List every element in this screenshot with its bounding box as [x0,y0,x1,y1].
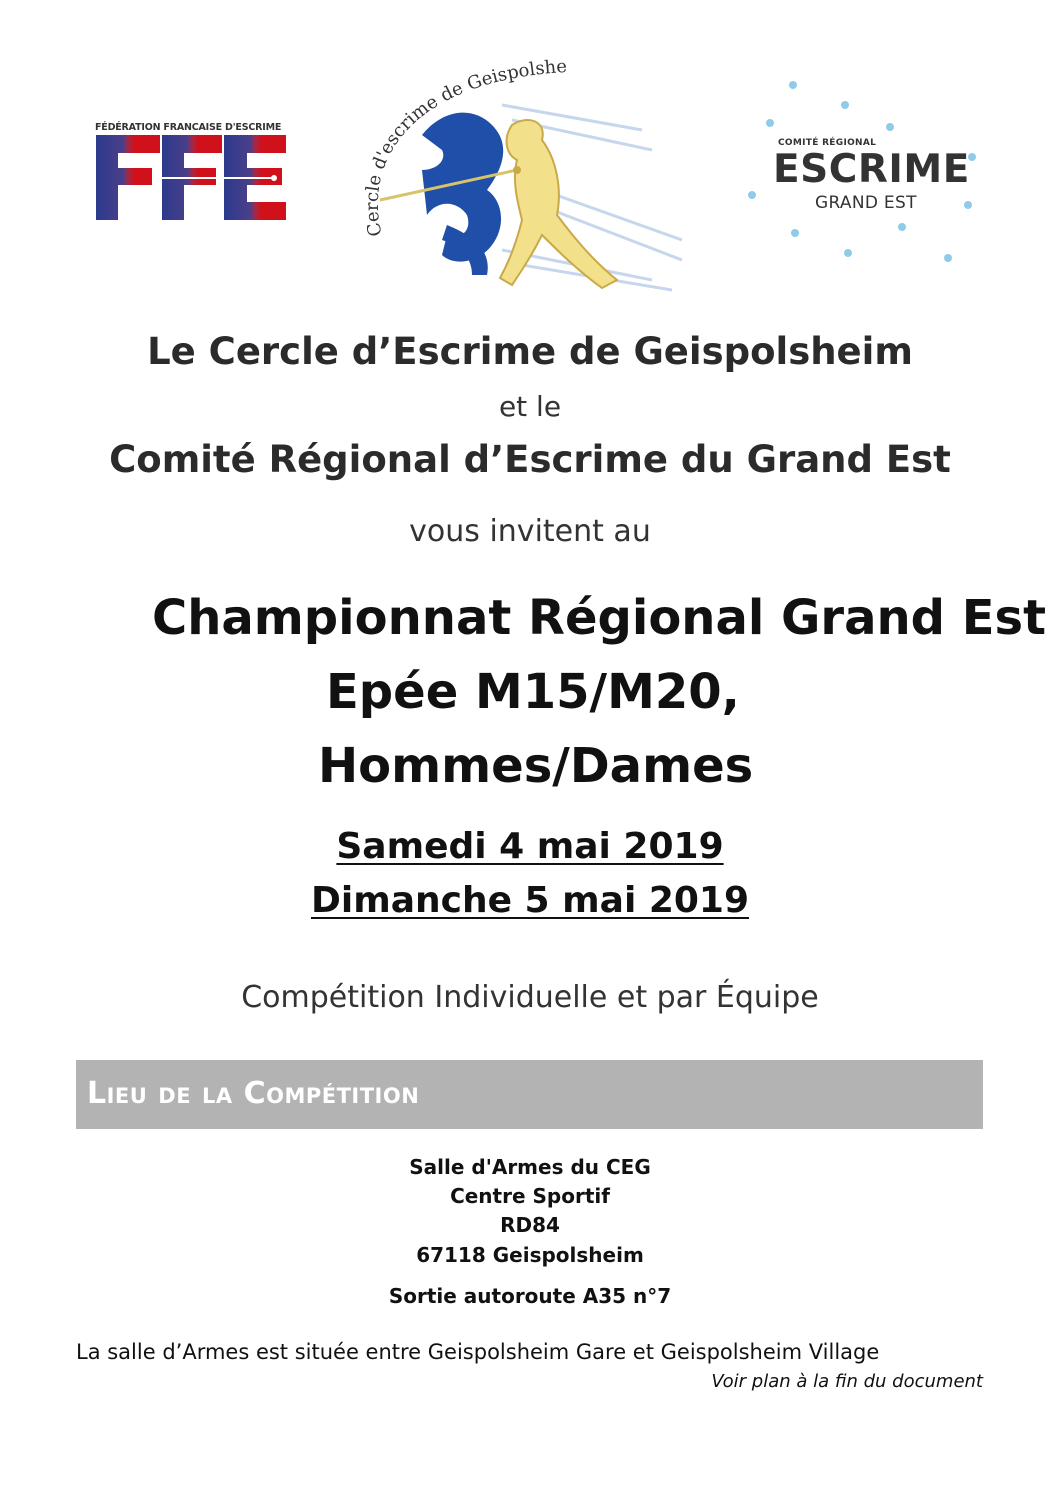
fencer-graphic [352,50,697,300]
venue-location-note: La salle d’Armes est située entre Geispolsheim Gare et Geispolsheim Village [76,1340,880,1364]
event-title-line-1: Championnat Régional Grand Est [152,590,1047,646]
ceg-arc-text: Cercle d'escrime de Geispolshe [361,55,568,239]
venue-section-header [76,1060,983,1129]
crge-big-text: ESCRIME [773,147,970,192]
crge-sub-text: GRAND EST [815,193,917,213]
ffe-logo-caption: FÉDÉRATION FRANCAISE D'ESCRIME [95,122,282,133]
venue-address-line-1: Salle d'Armes du CEG [409,1155,651,1179]
crge-small-text: COMITÉ RÉGIONAL [778,138,877,148]
and-text: et le [498,390,562,423]
event-date-2: Dimanche 5 mai 2019 [310,880,750,921]
invite-text: vous invitent au [409,514,651,549]
event-title-line-2: Epée M15/M20, [326,664,740,720]
ffe-logo [92,122,288,224]
organizer-1: Le Cercle d’Escrime de Geispolsheim [147,330,913,373]
ceg-logo [352,50,697,300]
event-date-1: Samedi 4 mai 2019 [336,826,724,867]
see-map-note: Voir plan à la fin du document [711,1371,983,1392]
venue-address-line-4: 67118 Geispolsheim [416,1243,644,1267]
organizer-2: Comité Régional d’Escrime du Grand Est [109,438,951,481]
competition-type: Compétition Individuelle et par Équipe [241,980,819,1015]
ffe-letters-graphic [92,122,288,224]
crge-logo [740,75,990,270]
venue-address-line-2: Centre Sportif [450,1184,610,1208]
event-title-line-3: Hommes/Dames [318,738,754,794]
venue-section-title: Lieu de la Compétition [87,1076,420,1111]
highway-exit: Sortie autoroute A35 n°7 [388,1284,672,1308]
venue-address-line-3: RD84 [500,1213,560,1237]
